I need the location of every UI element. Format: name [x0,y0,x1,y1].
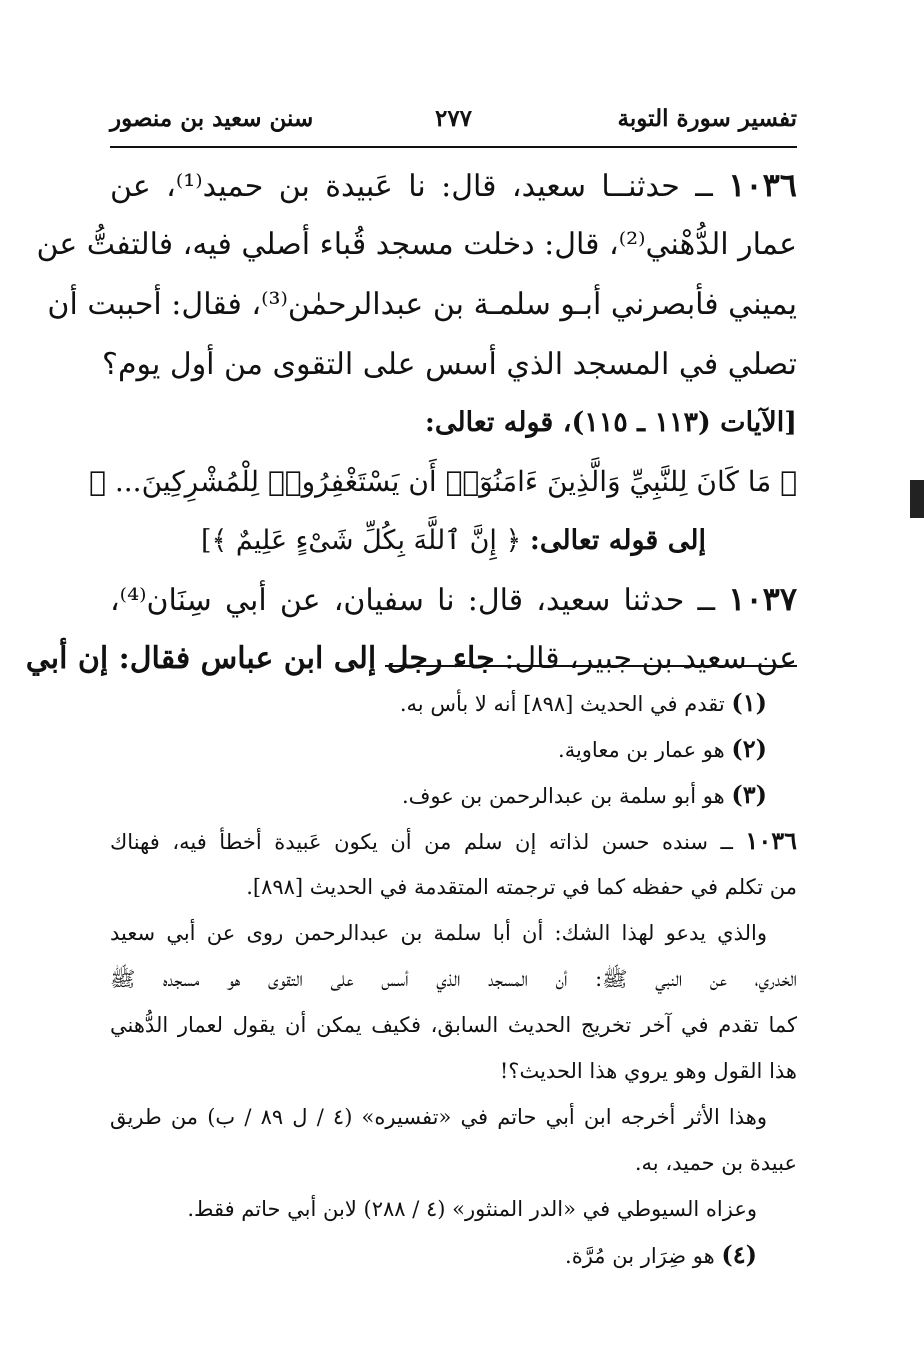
hadith-1036-line-2: عمار الدُّهْني⁽²⁾، قال: دخلت مسجد قُباء أصلي فيه، فالتفتُّ عن [36,227,797,262]
commentary-number: ١٠٣٦ [745,826,797,855]
hadith-1037-line-1: ١٠٣٧ ــ حدثنا سعيد، قال: نا سفيان، عن أبي سِنَان⁽⁴⁾، [110,580,797,618]
commentary-line-3: والذي يدعو لهذا الشك: أن أبا سلمة بن عبدالرحمن روى عن أبي سعيد [110,921,767,945]
footnote-3: (٣) هو أبو سلمة بن عبدالرحمن بن عوف. [401,780,767,809]
book-title: سنن سعيد بن منصور [110,104,314,132]
commentary-line-6: هذا القول وهو يروي هذا الحديث؟! [499,1059,797,1083]
verse-2-text: ﴿ إِنَّ ٱللَّهَ بِكُلِّ شَىْءٍ عَلِيمٌ ﴾] [201,525,522,556]
footnote-1: (١) تقدم في الحديث [٨٩٨] أنه لا بأس به. [399,688,767,717]
main-text [25,155,797,689]
commentary-line-2: من تكلم في حفظه كما في ترجمته المتقدمة في الحديث [٨٩٨]. [246,875,797,899]
ayat-heading: [الآيات (١١٣ ـ ١١٥)، قوله تعالى: [424,407,797,438]
commentary-line-1: ١٠٣٦ ــ سنده حسن لذاته إن سلم من أن يكون عَبيدة أخطأ فيه، فهناك [110,826,797,855]
header-rule [110,146,797,148]
footnote-4: (٤) هو ضِرَار بن مُرَّة. [565,1240,757,1269]
running-header [110,100,797,136]
commentary-line-5: كما تقدم في آخر تخريج الحديث السابق، فكيف يمكن أن يقول لعمار الدُّهني [110,1013,797,1037]
footnote-2: (٢) هو عمار بن معاوية. [558,734,767,763]
quran-verse-1: ﴿ مَا كَانَ لِلنَّبِيِّ وَالَّذِينَ ءَامَنُوٓا۟ أَن يَسْتَغْفِرُوا۟ لِلْمُشْرِكِينَ... ﴾ [89,465,797,498]
hadith-number: ١٠٣٧ [728,580,797,618]
page-number: ٢٧٧ [434,104,473,132]
hadith-1036-line-4: تصلي في المسجد الذي أسس على التقوى من أول يوم؟ [102,347,797,382]
footnotes [110,680,797,1278]
commentary-line-7: وهذا الأثر أخرجه ابن أبي حاتم في «تفسيره» (٤ / ل ٨٩ / ب) من طريق [110,1105,768,1129]
hadith-1036-line-3: يميني فأبصرني أبـو سلمـة بن عبدالرحمٰن⁽³⁾، فقال: أحببت أن [47,287,797,322]
hadith-1037-line-2: عن سعيد بن جبير، قال: جاء رجل إلى ابن عباس فقال: إن أبي [25,641,797,676]
commentary-line-4: الخدري، عن النبي ﷺ: أن المسجد الذي أسس على التقوى هو مسجده ﷺ [110,967,797,991]
commentary-line-8: عبيدة بن حميد، به. [634,1151,797,1175]
surah-title: تفسير سورة التوبة [617,104,797,132]
verse-2-label: إلى قوله تعالى: [529,525,706,556]
hadith-number: ١٠٣٦ [728,166,797,204]
commentary-line-9: وعزاه السيوطي في «الدر المنثور» (٤ / ٢٨٨) لابن أبي حاتم فقط. [187,1197,757,1221]
hadith-1036-line-1: ١٠٣٦ ــ حدثنــا سعيد، قال: نا عَبيدة بن حميد⁽¹⁾، عن [110,166,797,204]
page-edge-mark [910,480,924,518]
footnote-rule [385,665,797,667]
quran-verse-2 [110,513,797,569]
